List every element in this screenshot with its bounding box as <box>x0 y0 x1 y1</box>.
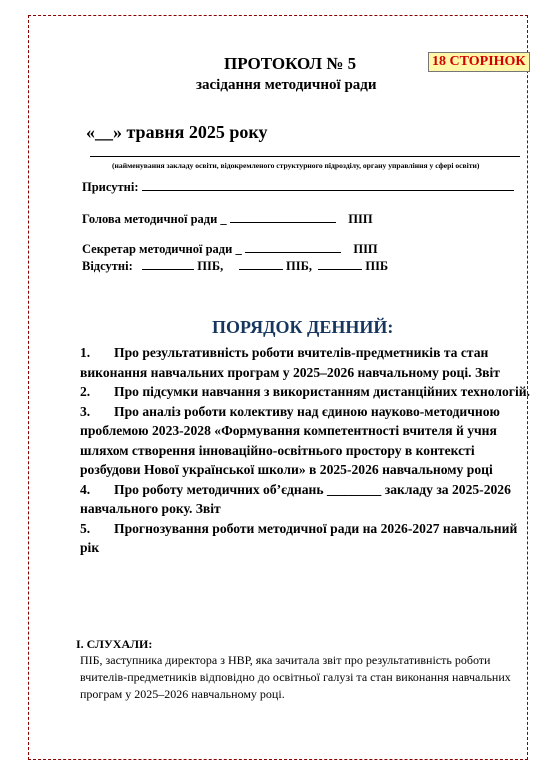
agenda-item <box>80 480 535 519</box>
absent-row <box>82 259 388 274</box>
present-row <box>82 180 514 195</box>
absent-blank-3 <box>318 268 362 270</box>
agenda-item <box>80 519 535 558</box>
absent-blank-2 <box>239 268 283 270</box>
agenda-item-text: Про результативність роботи вчителів-предметників та стан виконання навчальних програм у 2025–2026 навчальному році. Звіт <box>80 345 500 380</box>
heard-heading: І. СЛУХАЛИ: <box>76 637 153 651</box>
page-count-badge: 18 СТОРІНОК <box>428 52 530 72</box>
secretary-label: Секретар методичної ради _ <box>82 242 242 256</box>
agenda-item-text: Прогнозування роботи методичної ради на 2026-2027 навчальний рік <box>80 520 518 555</box>
present-blank <box>142 189 514 191</box>
agenda-item <box>80 402 535 480</box>
protocol-subtitle: засідання методичної ради <box>196 77 377 93</box>
absent-blank-1 <box>142 268 194 270</box>
agenda-item-text: Про підсумки навчання з використанням дистанційних технологій. <box>114 384 530 399</box>
absent-name-1: ПІБ, <box>197 259 224 273</box>
chair-name: ПІП <box>348 212 373 226</box>
present-label: Присутні: <box>82 180 139 194</box>
agenda-item-number: 3. <box>80 403 91 419</box>
chair-blank <box>230 221 336 223</box>
agenda-item-text: Про роботу методичних об’єднань ________ закладу за 2025-2026 навчального року. Звіт <box>80 481 511 516</box>
institution-caption: (найменування закладу освіти, відокремленого структурного підрозділу, органу управління у сфері освіти) <box>112 161 480 170</box>
agenda-heading: ПОРЯДОК ДЕННИЙ: <box>212 317 394 337</box>
agenda-item <box>80 343 535 382</box>
institution-blank-line <box>90 156 520 157</box>
secretary-blank <box>245 251 341 253</box>
absent-label: Відсутні: <box>82 259 133 273</box>
chair-row <box>82 212 373 227</box>
agenda-item-number: 4. <box>80 481 91 497</box>
agenda-item-text: Про аналіз роботи колективу над єдиною науково-методичною проблемою 2023-2028 «Формування компетентності вчителя й учня шляхом створення інноваційно-освітнього простору в контексті розбудови Нової української школи» в 2025-2026 навчальному році <box>80 403 500 477</box>
heard-text: ПІБ, заступника директора з НВР, яка зачитала звіт про результативність роботи вчителів-предметників відповідно до освітньої галузі та стан виконання навчальних програм у 2025–2026 навчальному році. <box>80 653 511 701</box>
absent-name-3: ПІБ <box>365 259 389 273</box>
agenda-list <box>80 343 535 558</box>
agenda-item-number: 2. <box>80 384 91 399</box>
agenda-item-number: 5. <box>80 520 91 536</box>
chair-label: Голова методичної ради _ <box>82 212 227 226</box>
agenda-item <box>80 382 535 402</box>
agenda-item-number: 1. <box>80 345 91 360</box>
secretary-row <box>82 242 378 257</box>
protocol-date: «__» травня 2025 року <box>86 122 268 142</box>
secretary-name: ПІП <box>353 242 378 256</box>
protocol-title: ПРОТОКОЛ № 5 <box>224 54 357 73</box>
absent-name-2: ПІБ, <box>285 259 312 273</box>
